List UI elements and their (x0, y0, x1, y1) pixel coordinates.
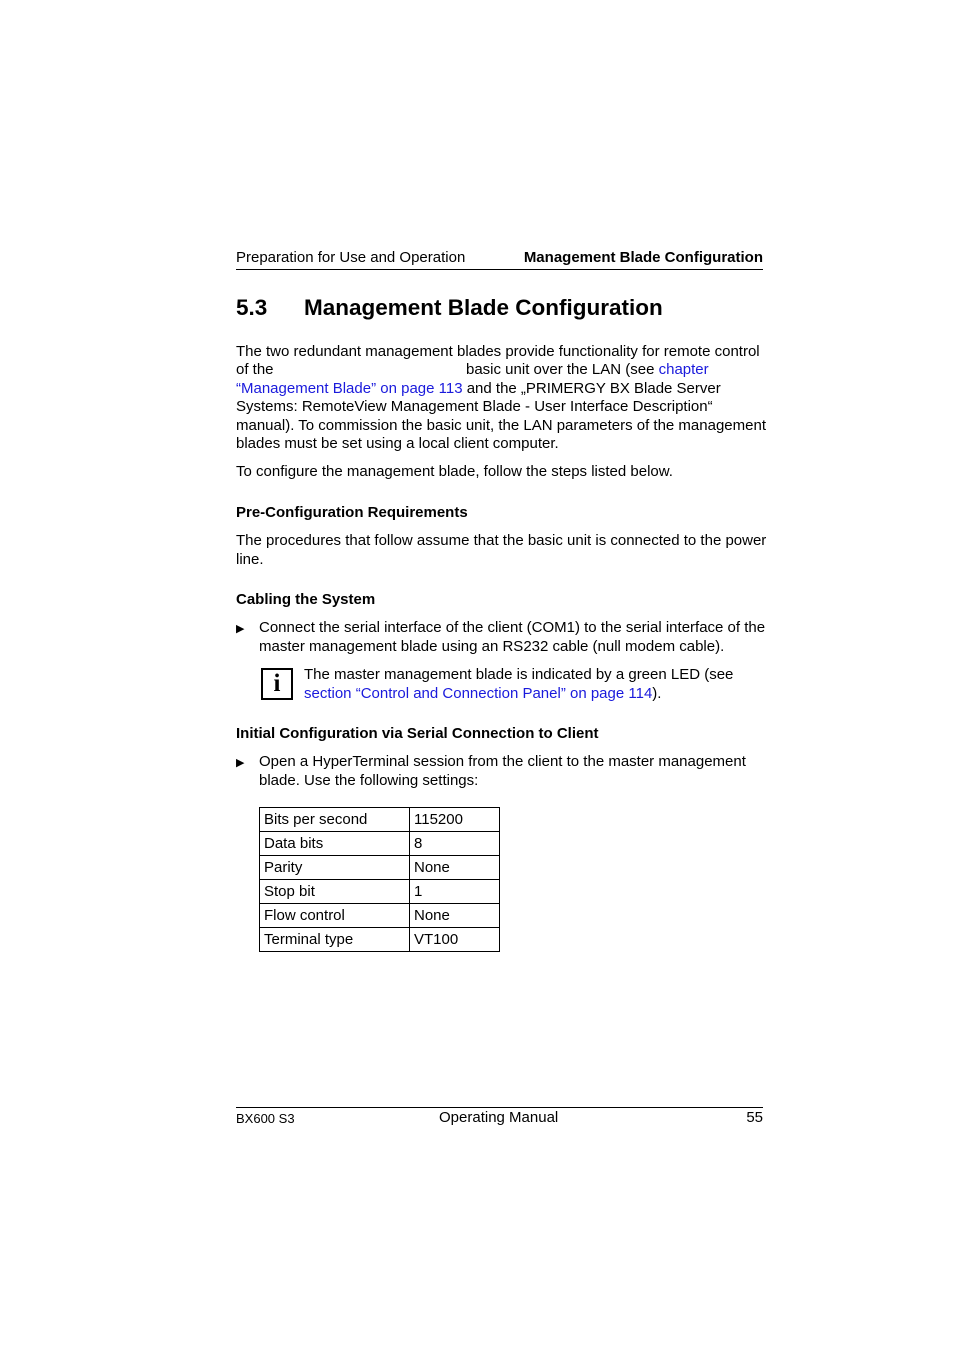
setting-value: 115200 (410, 808, 500, 832)
intro-line-1: The two redundant management blades provide functionality for remote control (236, 343, 760, 360)
table-row (260, 808, 500, 832)
bullet-triangle-icon: ▶ (236, 757, 245, 769)
initial-bullet-line-2: blade. Use the following settings: (259, 772, 479, 789)
bullet-triangle-icon: ▶ (236, 623, 245, 635)
setting-name: Bits per second (260, 808, 410, 832)
intro-line-6: blades must be set using a local client computer. (236, 435, 559, 452)
section-number: 5.3 (236, 295, 268, 320)
table-row (260, 832, 500, 856)
follow-steps-text: To configure the management blade, follow the steps listed below. (236, 463, 673, 480)
footer-rule (236, 1107, 763, 1108)
info-line-1: The master management blade is indicated by a green LED (see (304, 666, 734, 683)
cabling-bullet-line-1: Connect the serial interface of the client (COM1) to the serial interface of the (259, 619, 766, 636)
setting-name: Terminal type (260, 928, 410, 952)
intro-line-2a: of the (236, 361, 274, 378)
setting-value: VT100 (410, 928, 500, 952)
table-row (260, 880, 500, 904)
section-title (236, 295, 663, 321)
table-row (260, 928, 500, 952)
page-number: 55 (746, 1109, 763, 1126)
footer-model: BX600 S3 (236, 1111, 295, 1126)
info-icon: i (261, 668, 293, 700)
info-line-2 (304, 685, 661, 704)
table-row (260, 856, 500, 880)
running-header-left: Preparation for Use and Operation (236, 249, 466, 266)
section-title-text: Management Blade Configuration (304, 295, 663, 320)
preconfig-line-2: line. (236, 551, 264, 568)
setting-value: None (410, 856, 500, 880)
setting-name: Flow control (260, 904, 410, 928)
cabling-bullet-line-2: master management blade using an RS232 cable (null modem cable). (259, 638, 725, 655)
setting-name: Parity (260, 856, 410, 880)
chapter-link-part2[interactable]: “Management Blade” on page 113 (236, 380, 463, 397)
setting-value: 1 (410, 880, 500, 904)
intro-line-2b: basic unit over the LAN (see (466, 361, 655, 378)
initial-bullet-line-1: Open a HyperTerminal session from the client to the master management (259, 753, 746, 770)
footer-manual-title: Operating Manual (439, 1109, 559, 1126)
header-rule (236, 269, 763, 270)
setting-value: 8 (410, 832, 500, 856)
setting-name: Data bits (260, 832, 410, 856)
control-panel-link[interactable]: section “Control and Connection Panel” on page 114 (304, 685, 653, 702)
initial-config-heading: Initial Configuration via Serial Connection to Client (236, 725, 599, 742)
chapter-link-part1[interactable]: chapter (658, 361, 709, 378)
intro-line-5: manual). To commission the basic unit, the LAN parameters of the management (236, 417, 766, 434)
intro-line-4: Systems: RemoteView Management Blade - User Interface Description“ (236, 398, 713, 415)
setting-name: Stop bit (260, 880, 410, 904)
running-header-right: Management Blade Configuration (523, 249, 763, 266)
preconfig-heading: Pre-Configuration Requirements (236, 504, 468, 521)
intro-line-3-rest: and the „PRIMERGY BX Blade Server (466, 380, 721, 397)
setting-value: None (410, 904, 500, 928)
table-row (260, 904, 500, 928)
info-line-end: ). (652, 685, 662, 702)
serial-settings-table (259, 807, 500, 952)
cabling-heading: Cabling the System (236, 591, 376, 608)
intro-line-2 (466, 361, 709, 380)
preconfig-line-1: The procedures that follow assume that the basic unit is connected to the power (236, 532, 767, 549)
intro-line-3 (236, 380, 721, 399)
